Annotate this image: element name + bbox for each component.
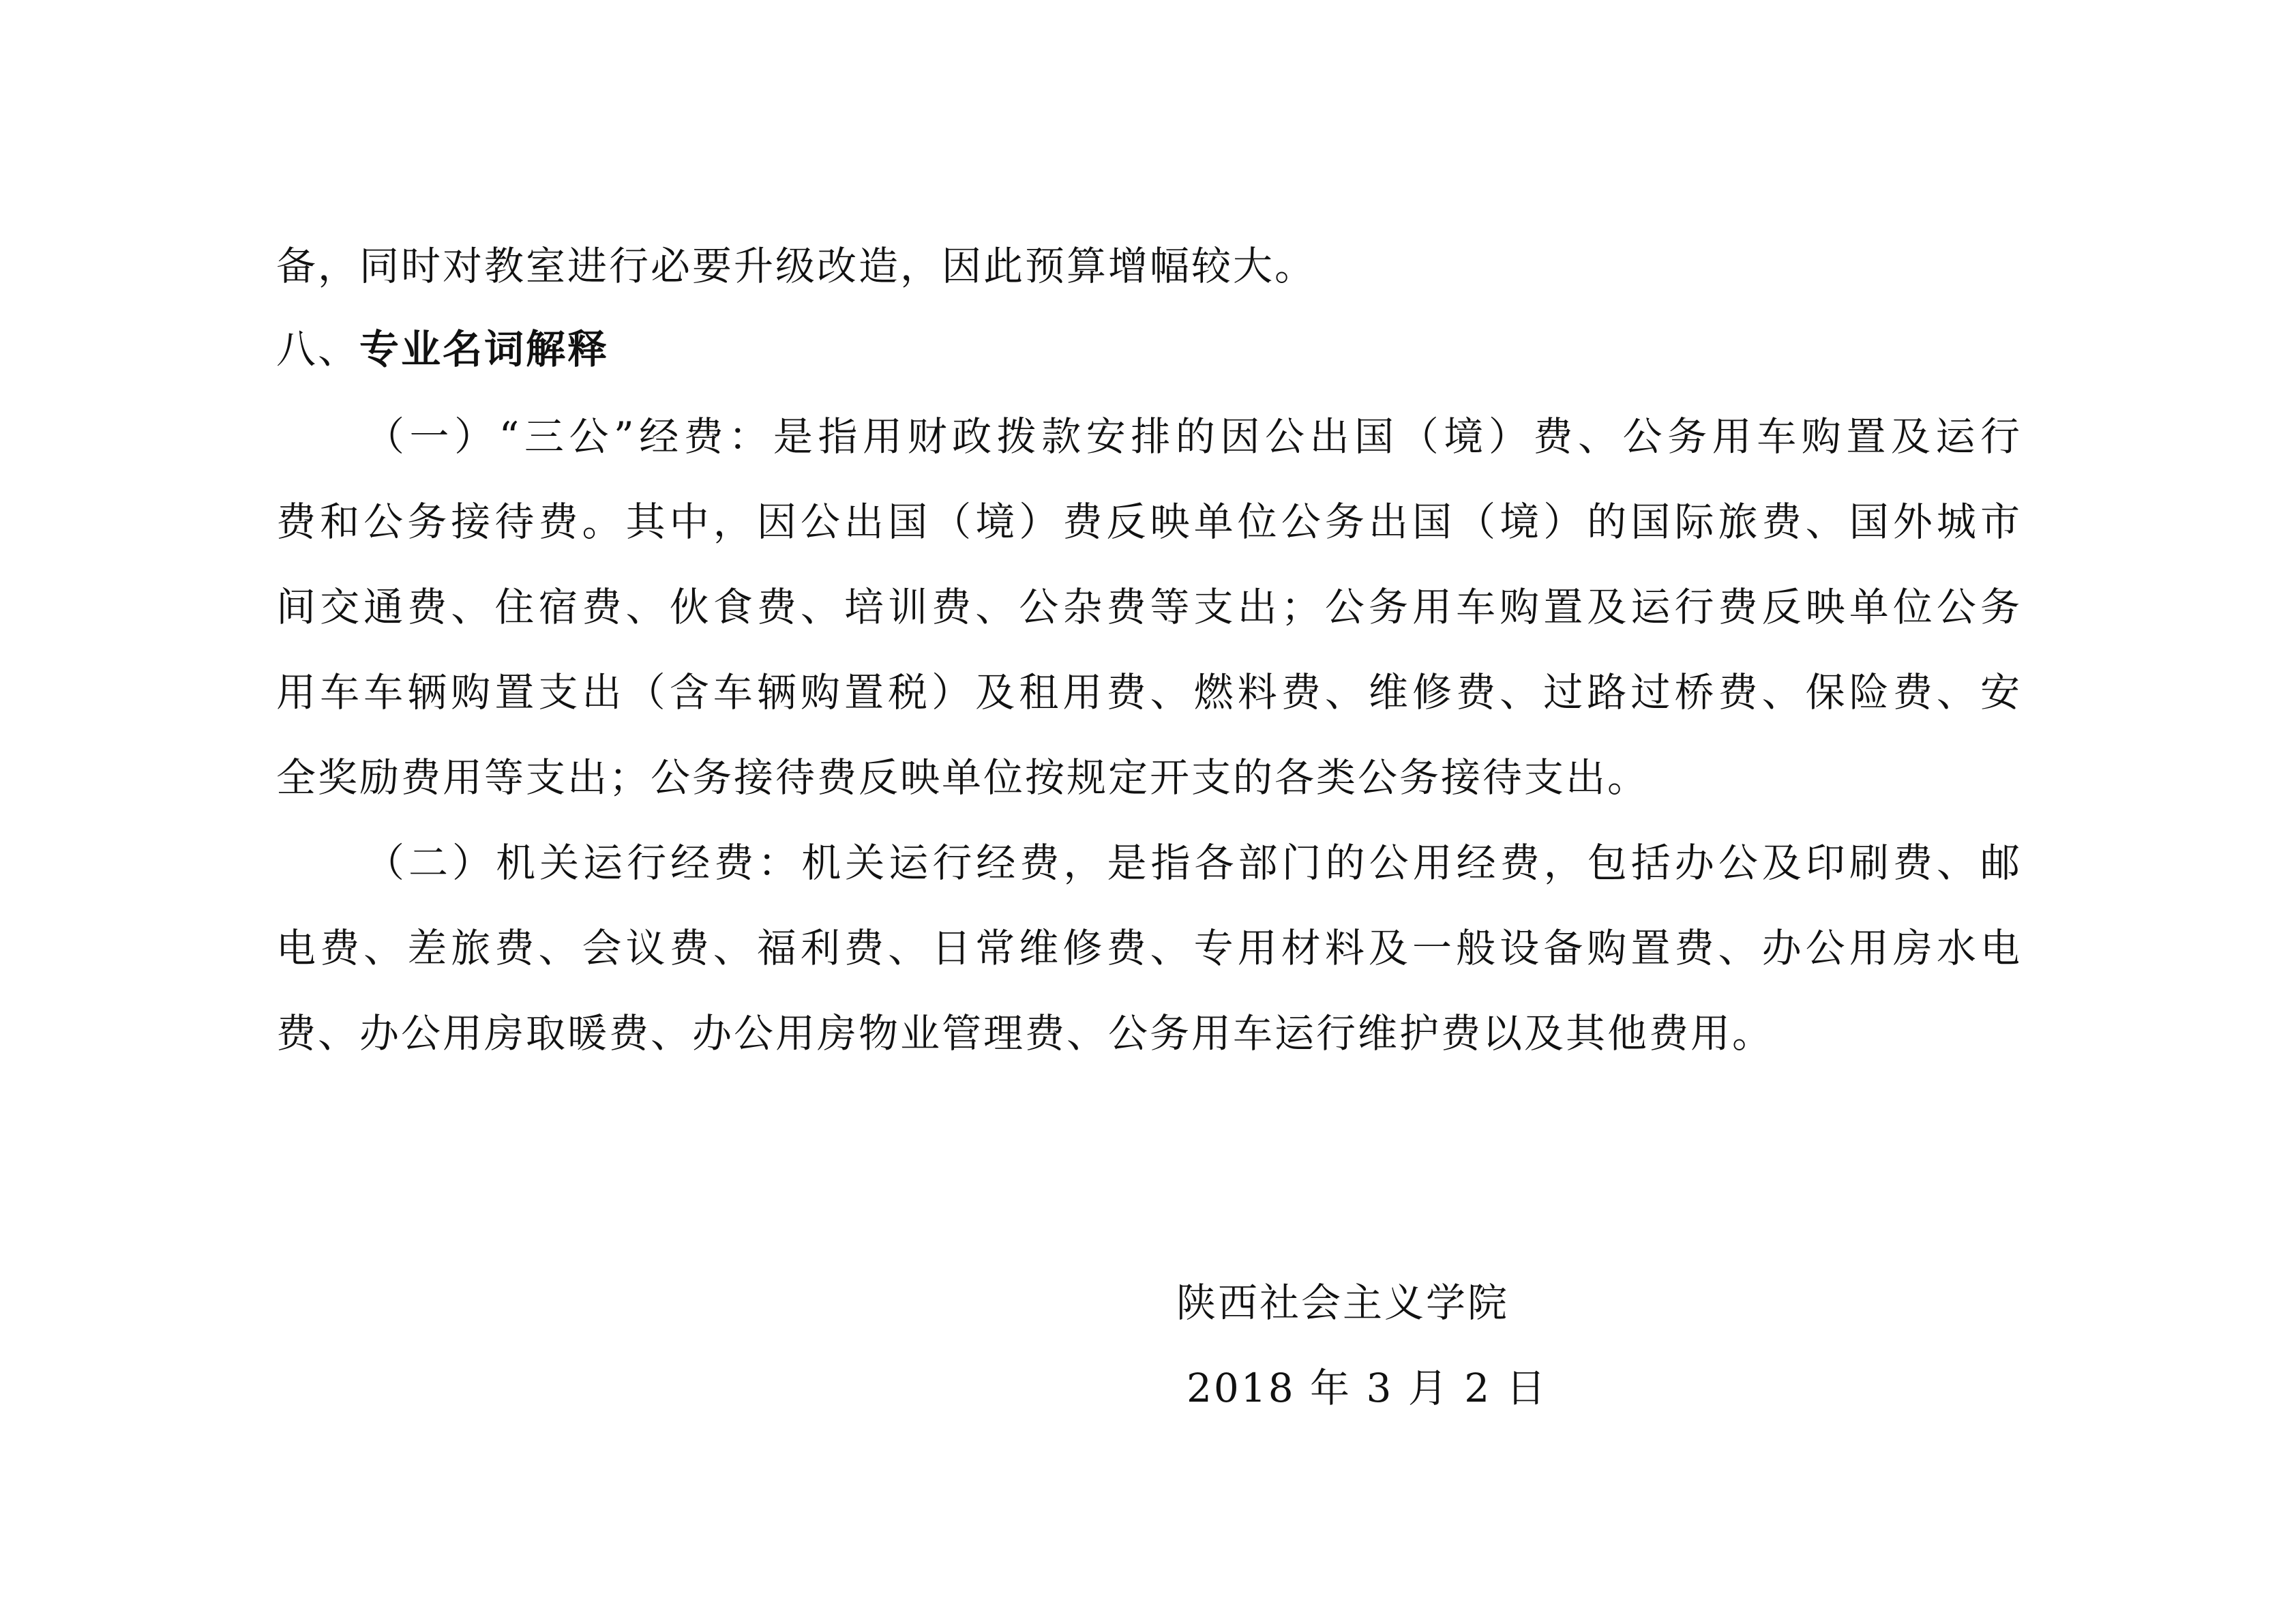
paragraph-continuation: 备，同时对教室进行必要升级改造，因此预算增幅较大。 <box>276 243 1317 289</box>
signature-date: 2018 年 3 月 2 日 <box>1187 1365 1548 1411</box>
section-heading <box>276 322 2022 377</box>
item1-line: 费和公务接待费。其中，因公出国（境）费反映单位公务出国（境）的国际旅费、国外城市 <box>276 499 2022 545</box>
item1-line: 用车车辆购置支出（含车辆购置税）及租用费、燃料费、维修费、过路过桥费、保险费、安 <box>276 669 2022 715</box>
item1-line: （一）“三公”经费：是指用财政拨款安排的因公出国（境）费、公务用车购置及运行 <box>365 413 2022 460</box>
signature-organization: 陕西社会主义学院 <box>1176 1280 1510 1326</box>
item1-line: 全奖励费用等支出；公务接待费反映单位按规定开支的各类公务接待支出。 <box>276 754 1650 801</box>
item2-line: （二）机关运行经费：机关运行经费，是指各部门的公用经费，包括办公及印刷费、邮 <box>365 840 2022 886</box>
section-number: 八、 <box>276 326 360 372</box>
item1-line: 间交通费、住宿费、伙食费、培训费、公杂费等支出；公务用车购置及运行费反映单位公务 <box>276 584 2022 630</box>
section-title: 专业名词解释 <box>359 326 610 372</box>
item2-line: 费、办公用房取暖费、办公用房物业管理费、公务用车运行维护费以及其他费用。 <box>276 1010 1774 1057</box>
item2-line: 电费、差旅费、会议费、福利费、日常维修费、专用材料及一般设备购置费、办公用房水电 <box>276 925 2022 971</box>
